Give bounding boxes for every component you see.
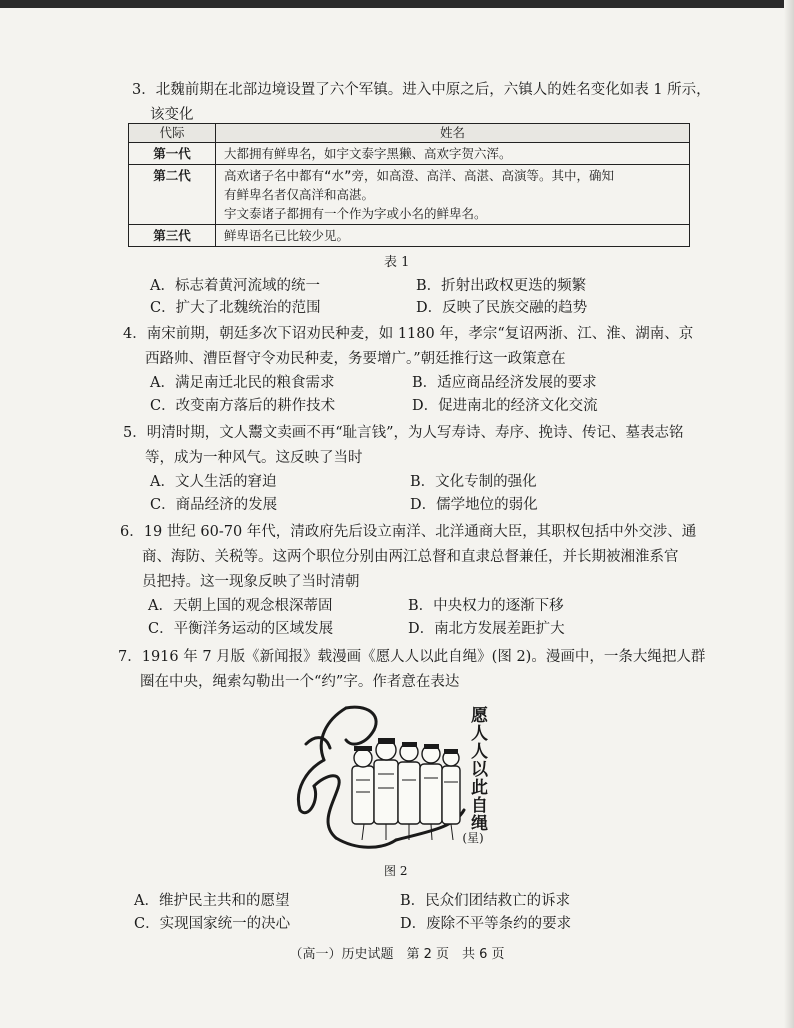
table-cell-line: 高欢诸子名中都有“水”旁，如高澄、高洋、高湛、高演等。其中，确知 bbox=[224, 168, 615, 183]
figure-caption: 图 2 bbox=[384, 864, 408, 878]
question-3-options-row2 bbox=[150, 297, 710, 319]
option-c[interactable]: C．实现国家统一的决心 bbox=[134, 916, 291, 932]
option-d[interactable]: D．南北方发展差距扩大 bbox=[408, 621, 565, 637]
option-a[interactable]: A．满足南迁北民的粮食需求 bbox=[150, 375, 335, 391]
option-c[interactable]: C．商品经济的发展 bbox=[150, 497, 278, 513]
option-d[interactable]: D．促进南北的经济文化交流 bbox=[412, 398, 598, 414]
option-a[interactable]: A．标志着黄河流域的统一 bbox=[150, 278, 320, 294]
table-cell-names bbox=[216, 143, 690, 165]
question-6-stem-line1: 6．19 世纪 60-70 年代，清政府先后设立南洋、北洋通商大臣，其职权包括中外交涉、通 bbox=[120, 524, 697, 540]
question-3-stem bbox=[132, 78, 712, 128]
option-b[interactable]: B．中央权力的逐渐下移 bbox=[408, 598, 564, 614]
option-a[interactable]: A．天朝上国的观念根深蒂固 bbox=[148, 598, 333, 614]
question-6-stem bbox=[120, 520, 714, 595]
question-4-stem-line1: 4．南宋前期，朝廷多次下诏劝民种麦，如 1180 年，孝宗“复诏两浙、江、淮、湖南、京 bbox=[123, 326, 694, 342]
option-b[interactable]: B．民众们团结救亡的诉求 bbox=[400, 893, 571, 909]
table-header-names: 姓名 bbox=[216, 124, 690, 143]
table-row bbox=[129, 225, 690, 247]
table-1 bbox=[128, 123, 690, 247]
question-5-stem bbox=[123, 421, 713, 471]
option-d[interactable]: D．反映了民族交融的趋势 bbox=[416, 300, 588, 316]
table-cell-generation: 第二代 bbox=[129, 165, 216, 225]
question-3-options-row1 bbox=[150, 275, 710, 297]
option-a[interactable]: A．维护民主共和的愿望 bbox=[134, 893, 290, 909]
question-4-options-row2 bbox=[150, 395, 710, 417]
table-cell-names bbox=[216, 165, 690, 225]
table-cell-names bbox=[216, 225, 690, 247]
option-c[interactable]: C．改变南方落后的耕作技术 bbox=[150, 398, 336, 414]
cartoon-title: 愿人人以此自绳 bbox=[467, 706, 487, 832]
table-cell-generation: 第一代 bbox=[129, 143, 216, 165]
option-c[interactable]: C．平衡洋务运动的区域发展 bbox=[148, 621, 334, 637]
question-5-stem-line2: 等，成为一种风气。这反映了当时 bbox=[145, 450, 363, 466]
option-d[interactable]: D．儒学地位的弱化 bbox=[410, 497, 538, 513]
question-6-options-row2 bbox=[148, 618, 708, 640]
table-row bbox=[129, 143, 690, 165]
cartoon-seal: (星) bbox=[462, 831, 484, 845]
question-6-options-row1 bbox=[148, 595, 708, 617]
table-cell-line: 有鲜卑名者仅高洋和高湛。 bbox=[224, 187, 375, 202]
question-7-stem bbox=[118, 645, 714, 695]
question-4-options-row1 bbox=[150, 372, 710, 394]
question-6-stem-line3: 员把持。这一现象反映了当时清朝 bbox=[142, 574, 360, 590]
table-header-row bbox=[129, 124, 690, 143]
question-3-stem-line1: 3．北魏前期在北部边境设置了六个军镇。进入中原之后，六镇人的姓名变化如表 1 所示， bbox=[132, 82, 711, 98]
question-5-options-row1 bbox=[150, 471, 710, 493]
option-b[interactable]: B．适应商品经济发展的要求 bbox=[412, 375, 597, 391]
question-5-stem-line1: 5．明清时期，文人鬻文卖画不再“耻言钱”，为人写寿诗、寿序、挽诗、传记、墓表志铭 bbox=[123, 425, 684, 441]
question-7-stem-line1: 7．1916 年 7 月版《新闻报》载漫画《愿人人以此自绳》(图 2)。漫画中，一条大绳把人群 bbox=[118, 649, 706, 665]
page-footer: （高一）历史试题 第 2 页 共 6 页 bbox=[289, 947, 505, 962]
table-cell-line: 大都拥有鲜卑名，如宇文泰字黑獭、高欢字贺六浑。 bbox=[224, 146, 512, 161]
table-header-generation: 代际 bbox=[129, 124, 216, 143]
option-b[interactable]: B．折射出政权更迭的频繁 bbox=[416, 278, 587, 294]
table-cell-line: 鲜卑语名已比较少见。 bbox=[224, 228, 350, 243]
question-3-stem-line2: 该变化 bbox=[150, 107, 194, 123]
question-6-stem-line2: 商、海防、关税等。这两个职位分别由两江总督和直隶总督兼任，并长期被湘淮系官 bbox=[142, 549, 679, 565]
table-cell-generation: 第三代 bbox=[129, 225, 216, 247]
question-7-stem-line2: 圈在中央，绳索勾勒出一个“约”字。作者意在表达 bbox=[140, 674, 460, 690]
option-c[interactable]: C．扩大了北魏统治的范围 bbox=[150, 300, 321, 316]
table-caption: 表 1 bbox=[384, 255, 410, 270]
question-4-stem bbox=[123, 322, 713, 372]
option-b[interactable]: B．文化专制的强化 bbox=[410, 474, 537, 490]
option-d[interactable]: D．废除不平等条约的要求 bbox=[400, 916, 572, 932]
question-7-options-row1 bbox=[134, 890, 694, 912]
table-row bbox=[129, 165, 690, 225]
question-5-options-row2 bbox=[150, 494, 710, 516]
option-a[interactable]: A．文人生活的窘迫 bbox=[150, 474, 277, 490]
table-cell-line: 宇文泰诸子都拥有一个作为字或小名的鲜卑名。 bbox=[224, 206, 487, 221]
question-4-stem-line2: 西路帅、漕臣督守令劝民种麦，务要增广。”朝廷推行这一政策意在 bbox=[145, 351, 566, 367]
question-7-options-row2 bbox=[134, 913, 694, 935]
